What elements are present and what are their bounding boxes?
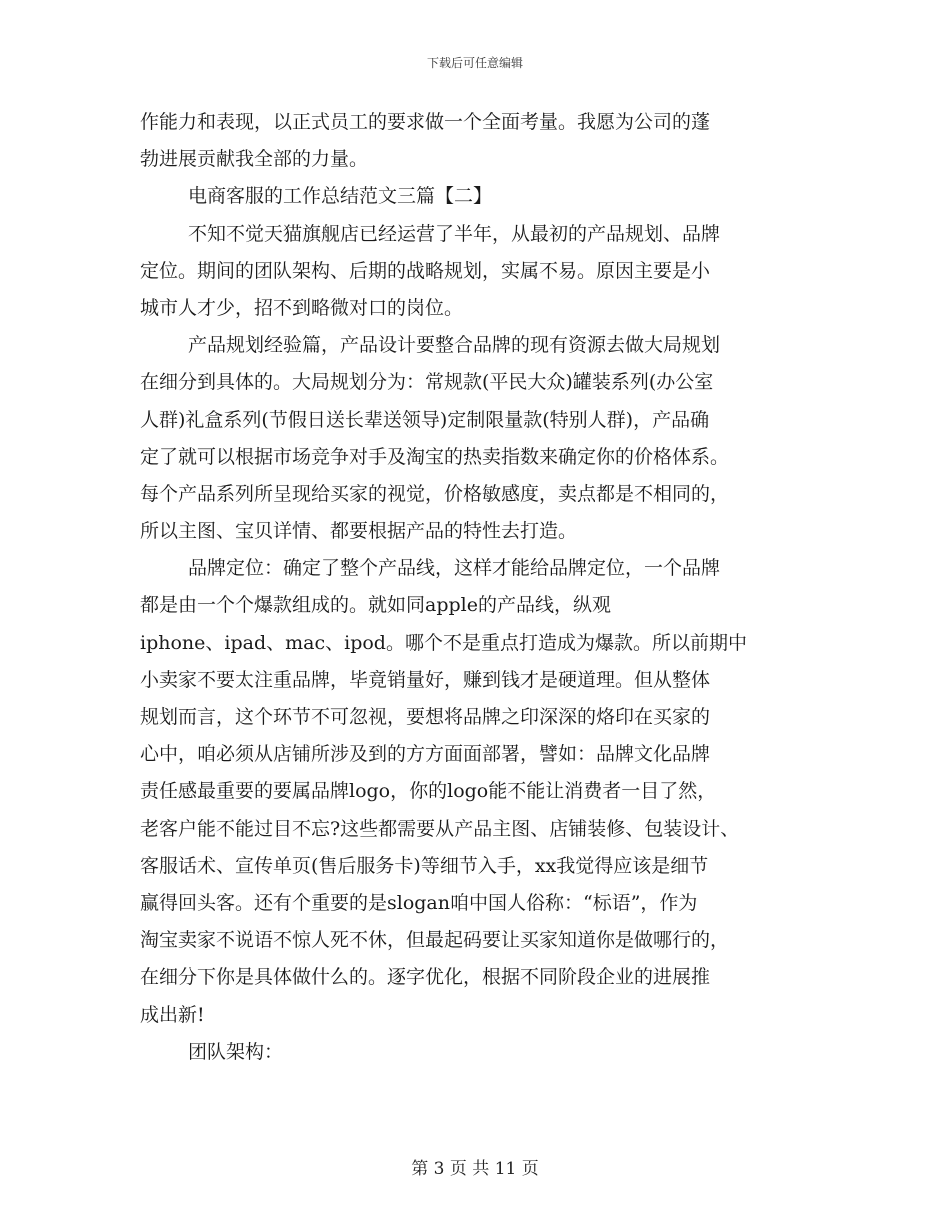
- paragraph-line: 人群)礼盒系列(节假日送长辈送领导)定制限量款(特别人群)，产品确: [140, 408, 710, 431]
- paragraph-line: 不知不觉天猫旗舰店已经运营了半年，从最初的产品规划、品牌: [188, 222, 721, 245]
- paragraph-line: 城市人才少，招不到略微对口的岗位。: [140, 296, 464, 319]
- paragraph-line: 规划而言，这个环节不可忽视，要想将品牌之印深深的烙印在买家的: [140, 706, 711, 728]
- paragraph-line: 在细分到具体的。大局规划分为：常规款(平民大众)罐装系列(办公室: [140, 371, 714, 394]
- paragraph-line: 在细分下你是具体做什么的。逐字优化，根据不同阶段企业的进展推: [140, 966, 711, 989]
- section-heading: 团队架构：: [188, 1040, 284, 1063]
- paragraph-line: 心中，咱必须从店铺所涉及到的方方面面部署，譬如：品牌文化品牌: [140, 743, 711, 766]
- paragraph-line: 勃进展贡献我全部的力量。: [140, 148, 369, 171]
- page-header: 下载后可任意编辑: [426, 56, 523, 70]
- paragraph-line: 产品规划经验篇，产品设计要整合品牌的现有资源去做大局规划: [188, 334, 721, 357]
- paragraph-line: 都是由一个个爆款组成的。就如同apple的产品线，纵观: [140, 594, 611, 617]
- page-number: 第 3 页 共 11 页: [411, 1159, 539, 1179]
- paragraph-line: iphone、ipad、mac、ipod。哪个不是重点打造成为爆款。所以前期中: [140, 631, 747, 654]
- paragraph-line: 小卖家不要太注重品牌，毕竟销量好，赚到钱才是硬道理。但从整体: [140, 668, 711, 691]
- paragraph-line: 赢得回头客。还有个重要的是slogan咱中国人俗称：“标语”，作为: [140, 891, 698, 914]
- document-body: [140, 104, 820, 1071]
- paragraph-line: 成出新!: [140, 1003, 205, 1026]
- section-heading: 电商客服的工作总结范文三篇【二】: [188, 185, 493, 208]
- paragraph-line: 责任感最重要的要属品牌logo，你的logo能不能让消费者一目了然，: [140, 780, 717, 803]
- paragraph-line: 品牌定位：确定了整个产品线，这样才能给品牌定位，一个品牌: [188, 557, 721, 580]
- paragraph-line: 作能力和表现，以正式员工的要求做一个全面考量。我愿为公司的蓬: [140, 111, 711, 133]
- paragraph-line: 淘宝卖家不说语不惊人死不休，但最起码要让买家知道你是做哪行的，: [140, 929, 730, 952]
- paragraph-line: 每个产品系列所呈现给买家的视觉，价格敏感度，卖点都是不相同的，: [140, 482, 730, 505]
- paragraph-line: 定位。期间的团队架构、后期的战略规划，实属不易。原因主要是小: [140, 259, 711, 282]
- paragraph-line: 所以主图、宝贝详情、都要根据产品的特性去打造。: [140, 520, 578, 543]
- paragraph-line: 老客户能不能过目不忘?这些都需要从产品主图、店铺装修、包装设计、: [140, 817, 740, 840]
- paragraph-line: 客服话术、宣传单页(售后服务卡)等细节入手，xx我觉得应该是细节: [140, 854, 709, 877]
- paragraph-line: 定了就可以根据市场竞争对手及淘宝的热卖指数来确定你的价格体系。: [140, 445, 730, 468]
